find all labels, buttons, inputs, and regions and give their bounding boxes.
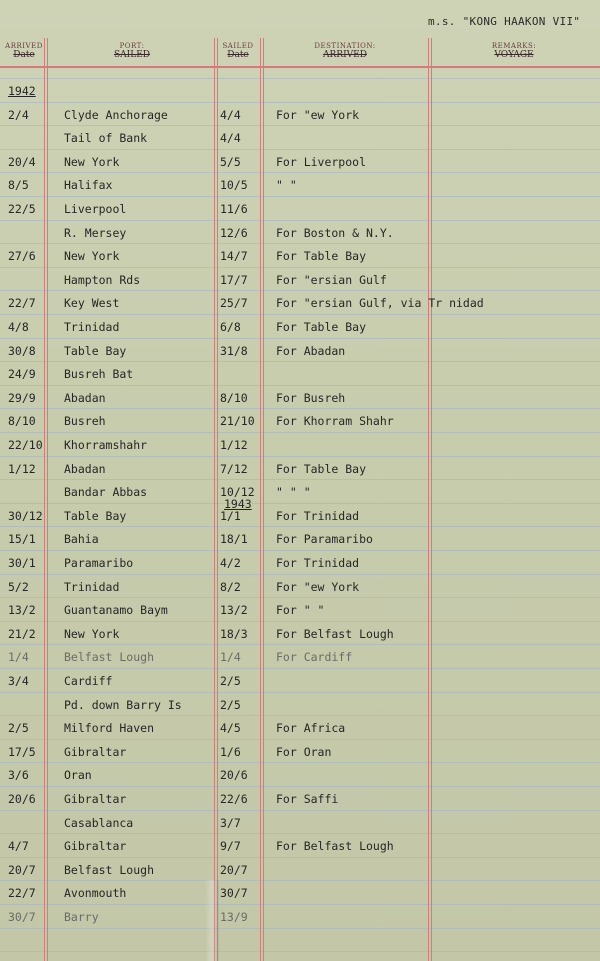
ruled-line	[0, 715, 600, 716]
port-name: Belfast Lough	[64, 650, 155, 664]
port-name: R. Mersey	[64, 226, 127, 240]
ruled-line	[0, 408, 600, 409]
destination-text: For Cardiff	[276, 650, 353, 664]
ruled-line	[0, 125, 600, 126]
ruled-line	[0, 503, 600, 504]
destination-text: For Table Bay	[276, 320, 367, 334]
sailed-date: 21/10	[220, 414, 255, 428]
sailed-date: 14/7	[220, 249, 248, 263]
column-divider-destination	[428, 38, 432, 961]
sailed-date: 8/10	[220, 391, 248, 405]
arrived-date: 30/7	[8, 910, 36, 924]
ruled-line	[0, 102, 600, 103]
port-name: Hampton Rds	[64, 273, 141, 287]
ruled-line	[0, 243, 600, 244]
sailed-date: 4/4	[220, 108, 241, 122]
sailed-date: 1/12	[220, 438, 248, 452]
sailed-date: 6/8	[220, 320, 241, 334]
year-label: 1942	[8, 84, 36, 98]
arrived-date: 24/9	[8, 367, 36, 381]
port-name: Guantanamo Baym	[64, 603, 168, 617]
arrived-date: 15/1	[8, 532, 36, 546]
port-name: Casablanca	[64, 816, 134, 830]
ruled-line	[0, 810, 600, 811]
port-name: New York	[64, 155, 120, 169]
arrived-date: 21/2	[8, 627, 36, 641]
sailed-date: 5/5	[220, 155, 241, 169]
ruled-line	[0, 833, 600, 834]
sailed-date: 1/1	[220, 509, 241, 523]
destination-text: " "	[276, 178, 297, 192]
port-name: Trinidad	[64, 580, 120, 594]
ruled-line	[0, 739, 600, 740]
ship-title: m.s. "KONG HAAKON VII"	[428, 15, 581, 28]
arrived-date: 30/8	[8, 344, 36, 358]
port-name: Busreh	[64, 414, 106, 428]
arrived-date: 22/7	[8, 886, 36, 900]
sailed-date: 4/4	[220, 131, 241, 145]
sailed-date: 30/7	[220, 886, 248, 900]
port-name: Busreh Bat	[64, 367, 134, 381]
sailed-date: 2/5	[220, 674, 241, 688]
arrived-date: 1/4	[8, 650, 29, 664]
header-port: PORT: SAILED	[114, 42, 150, 60]
sailed-date: 10/5	[220, 178, 248, 192]
arrived-date: 2/4	[8, 108, 29, 122]
ruled-line	[0, 196, 600, 197]
port-name: Halifax	[64, 178, 113, 192]
port-name: Barry	[64, 910, 99, 924]
arrived-date: 20/7	[8, 863, 36, 877]
arrived-date: 20/6	[8, 792, 36, 806]
destination-text: For "ersian Gulf, via Tr nidad	[276, 296, 484, 310]
arrived-date: 8/10	[8, 414, 36, 428]
port-name: New York	[64, 249, 120, 263]
sailed-date: 11/6	[220, 202, 248, 216]
sailed-date: 10/12	[220, 485, 255, 499]
header-destination: DESTINATION: ARRIVED	[314, 42, 376, 60]
ruled-line	[0, 550, 600, 551]
sailed-date: 18/3	[220, 627, 248, 641]
arrived-date: 30/12	[8, 509, 43, 523]
sailed-date: 1/6	[220, 745, 241, 759]
ruled-line	[0, 644, 600, 645]
port-name: Cardiff	[64, 674, 113, 688]
paper-crease	[205, 880, 219, 961]
destination-text: For Oran	[276, 745, 332, 759]
port-name: Pd. down Barry Is	[64, 698, 182, 712]
destination-text: For Africa	[276, 721, 346, 735]
destination-text: For " "	[276, 603, 325, 617]
sailed-date: 20/6	[220, 768, 248, 782]
column-divider-arrived	[44, 38, 48, 961]
sailed-date: 13/2	[220, 603, 248, 617]
sailed-date: 4/5	[220, 721, 241, 735]
port-name: Trinidad	[64, 320, 120, 334]
ruled-line	[0, 526, 600, 527]
destination-text: For "ew York	[276, 108, 360, 122]
sailed-date: 1/4	[220, 650, 241, 664]
sailed-date: 2/5	[220, 698, 241, 712]
sailed-date: 4/2	[220, 556, 241, 570]
sailed-year-label: 1943	[224, 497, 252, 511]
arrived-date: 29/9	[8, 391, 36, 405]
sailed-date: 13/9	[220, 910, 248, 924]
sailed-date: 22/6	[220, 792, 248, 806]
ruled-line	[0, 338, 600, 339]
port-name: Gibraltar	[64, 745, 127, 759]
arrived-date: 4/7	[8, 839, 29, 853]
port-name: Abadan	[64, 462, 106, 476]
arrived-date: 20/4	[8, 155, 36, 169]
port-name: Bahia	[64, 532, 99, 546]
ruled-line	[0, 574, 600, 575]
header-remarks: REMARKS: VOYAGE	[491, 42, 537, 60]
ruled-line	[0, 928, 600, 929]
destination-text: For Saffi	[276, 792, 339, 806]
arrived-date: 22/10	[8, 438, 43, 452]
destination-text: For Liverpool	[276, 155, 367, 169]
destination-text: " " "	[276, 485, 311, 499]
port-name: New York	[64, 627, 120, 641]
destination-text: For Paramaribo	[276, 532, 373, 546]
port-name: Avonmouth	[64, 886, 127, 900]
ruled-line	[0, 762, 600, 763]
arrived-date: 3/4	[8, 674, 29, 688]
ruled-line	[0, 78, 600, 79]
sailed-date: 18/1	[220, 532, 248, 546]
destination-text: For Trinidad	[276, 509, 360, 523]
ruled-line	[0, 621, 600, 622]
arrived-date: 30/1	[8, 556, 36, 570]
arrived-date: 2/5	[8, 721, 29, 735]
arrived-date: 22/5	[8, 202, 36, 216]
ruled-line	[0, 172, 600, 173]
destination-text: For Trinidad	[276, 556, 360, 570]
arrived-date: 13/2	[8, 603, 36, 617]
column-divider-port	[214, 38, 218, 961]
arrived-date: 5/2	[8, 580, 29, 594]
column-divider-sailed	[260, 38, 264, 961]
ruled-line	[0, 904, 600, 905]
ruled-line	[0, 314, 600, 315]
arrived-date: 27/6	[8, 249, 36, 263]
ruled-line	[0, 479, 600, 480]
port-name: Table Bay	[64, 509, 127, 523]
destination-text: For "ersian Gulf	[276, 273, 387, 287]
ruled-line	[0, 597, 600, 598]
sailed-date: 31/8	[220, 344, 248, 358]
header-arrived: ARRIVED Date	[5, 42, 43, 60]
ruled-line	[0, 857, 600, 858]
ruled-line	[0, 786, 600, 787]
port-name: Abadan	[64, 391, 106, 405]
destination-text: For Abadan	[276, 344, 346, 358]
port-name: Table Bay	[64, 344, 127, 358]
port-name: Clyde Anchorage	[64, 108, 168, 122]
arrived-date: 1/12	[8, 462, 36, 476]
sailed-date: 8/2	[220, 580, 241, 594]
port-name: Key West	[64, 296, 120, 310]
ruled-line	[0, 951, 600, 952]
destination-text: For Belfast Lough	[276, 839, 394, 853]
arrived-date: 8/5	[8, 178, 29, 192]
destination-text: For "ew York	[276, 580, 360, 594]
arrived-date: 22/7	[8, 296, 36, 310]
sailed-date: 3/7	[220, 816, 241, 830]
arrived-date: 4/8	[8, 320, 29, 334]
port-name: Tail of Bank	[64, 131, 148, 145]
header-sailed: SAILED Date	[222, 42, 254, 60]
sailed-date: 17/7	[220, 273, 248, 287]
ruled-line	[0, 290, 600, 291]
port-name: Gibraltar	[64, 792, 127, 806]
destination-text: For Khorram Shahr	[276, 414, 394, 428]
ruled-line	[0, 432, 600, 433]
destination-text: For Belfast Lough	[276, 627, 394, 641]
sailed-date: 9/7	[220, 839, 241, 853]
sailed-date: 25/7	[220, 296, 248, 310]
destination-text: For Table Bay	[276, 249, 367, 263]
ruled-line	[0, 149, 600, 150]
port-name: Bandar Abbas	[64, 485, 148, 499]
destination-text: For Table Bay	[276, 462, 367, 476]
destination-text: For Boston & N.Y.	[276, 226, 394, 240]
port-name: Khorramshahr	[64, 438, 148, 452]
destination-text: For Busreh	[276, 391, 346, 405]
ruled-line	[0, 220, 600, 221]
port-name: Belfast Lough	[64, 863, 155, 877]
arrived-date: 3/6	[8, 768, 29, 782]
ruled-line	[0, 361, 600, 362]
ruled-line	[0, 385, 600, 386]
ruled-line	[0, 880, 600, 881]
ruled-line	[0, 456, 600, 457]
header-divider	[0, 66, 600, 68]
ruled-line	[0, 692, 600, 693]
port-name: Liverpool	[64, 202, 127, 216]
arrived-date: 17/5	[8, 745, 36, 759]
port-name: Gibraltar	[64, 839, 127, 853]
ruled-line	[0, 668, 600, 669]
sailed-date: 20/7	[220, 863, 248, 877]
ruled-line	[0, 267, 600, 268]
port-name: Oran	[64, 768, 92, 782]
port-name: Paramaribo	[64, 556, 134, 570]
sailed-date: 7/12	[220, 462, 248, 476]
sailed-date: 12/6	[220, 226, 248, 240]
port-name: Milford Haven	[64, 721, 155, 735]
